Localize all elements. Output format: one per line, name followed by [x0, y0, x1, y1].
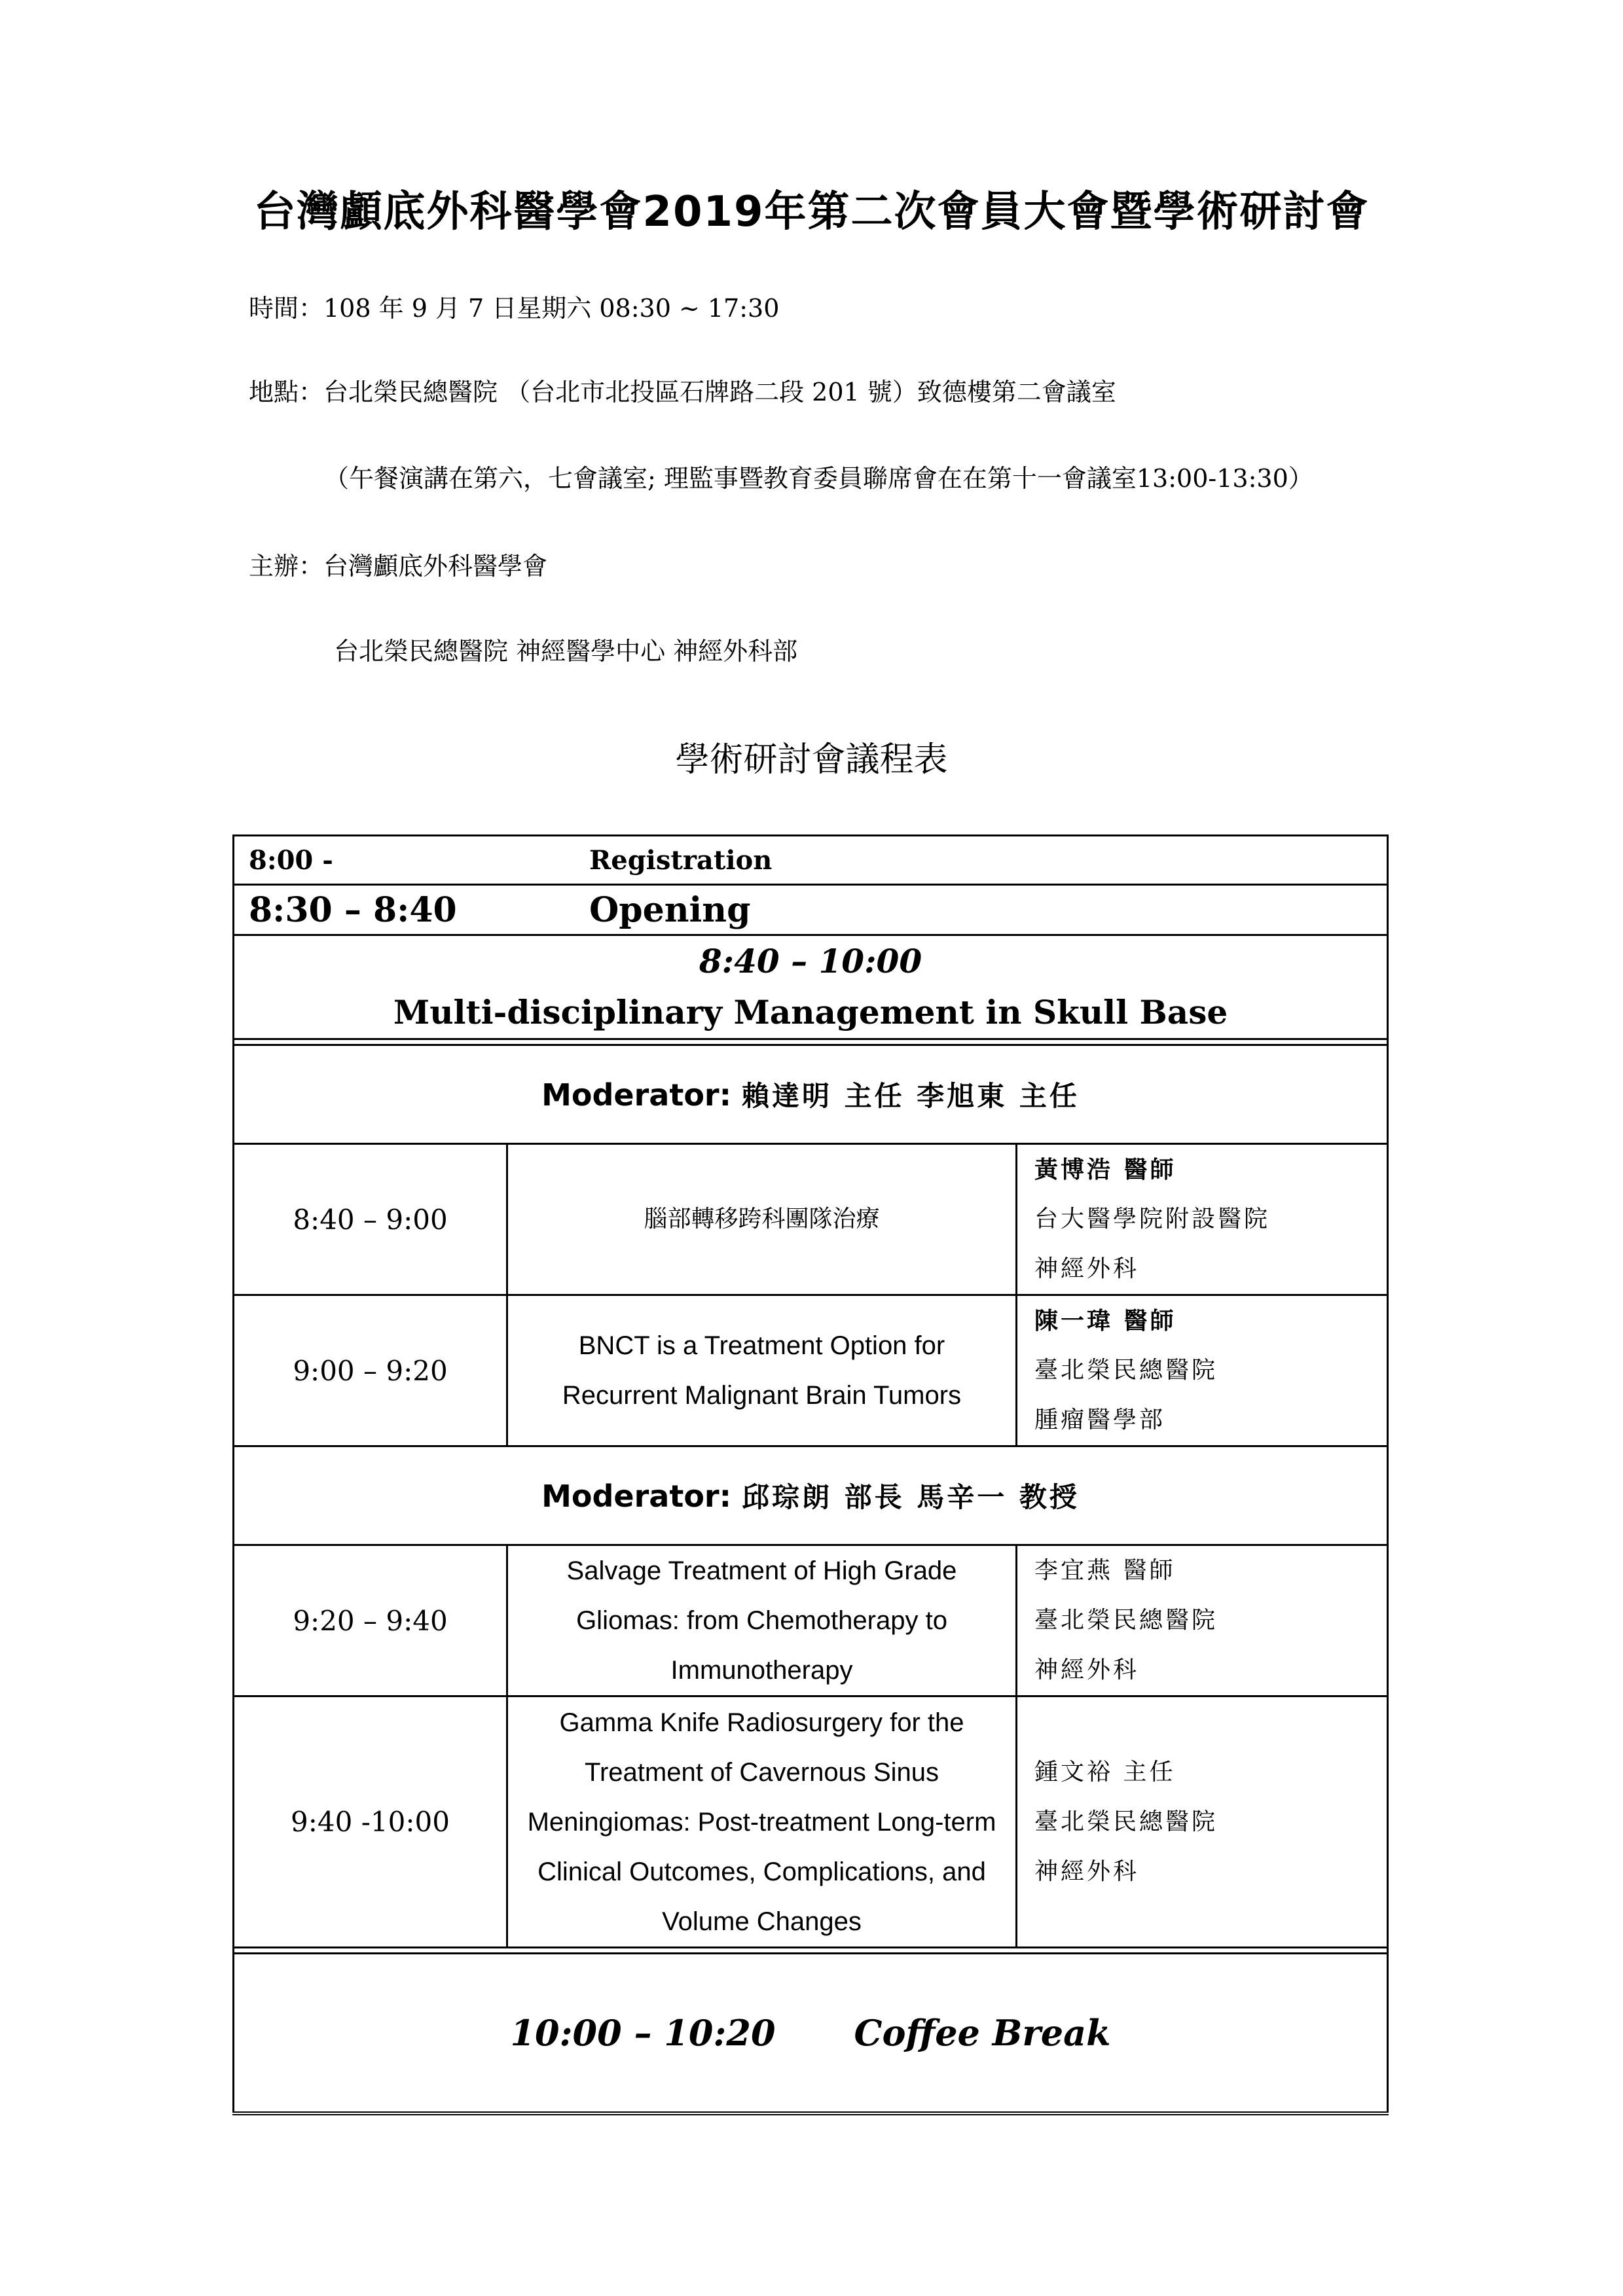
- talk-topic: Salvage Treatment of High Grade Gliomas: from Chemotherapy to Immunotherapy: [507, 1545, 1017, 1696]
- talk-topic: BNCT is a Treatment Option for Recurrent Malignant Brain Tumors: [507, 1295, 1017, 1446]
- talk-speaker-cell: [1017, 1295, 1388, 1446]
- talk-speaker-cell: [1017, 1545, 1388, 1696]
- host-line: 主辦：台灣顱底外科醫學會: [249, 552, 548, 581]
- document-title: 台灣顱底外科醫學會2019年第二次會員大會暨學術研討會: [253, 188, 1370, 236]
- registration-label: Registration: [589, 844, 773, 876]
- agenda-table: [232, 834, 1389, 2115]
- speaker-institution: 臺北榮民總醫院: [1034, 1607, 1218, 1634]
- session-time: 8:40 – 10:00: [699, 942, 922, 980]
- talk-topic: Gamma Knife Radiosurgery for the Treatment of Cavernous Sinus Meningiomas: Post-treatment Long-term Clinical Outcomes, Complications, and Volume Changes: [507, 1696, 1017, 1948]
- double-rule: [234, 1948, 1388, 1954]
- opening-time: 8:30 – 8:40: [249, 889, 457, 930]
- speaker-department: 腫瘤醫學部: [1034, 1407, 1166, 1433]
- opening-label: Opening: [589, 889, 751, 930]
- registration-row: [234, 836, 1388, 885]
- speaker-name: 鍾文裕 主任: [1034, 1758, 1176, 1785]
- talk-row: [234, 1545, 1388, 1696]
- moderator-names-2: 邱琮朗 部長 馬辛一 教授: [742, 1481, 1080, 1513]
- coffee-break-row: [234, 1954, 1388, 2114]
- registration-time: 8:00 -: [249, 844, 333, 876]
- coffee-time: 10:00 – 10:20: [510, 2012, 776, 2054]
- moderator-row-1: [234, 1045, 1388, 1144]
- talk-topic: 腦部轉移跨科團隊治療: [507, 1144, 1017, 1295]
- speaker-institution: 臺北榮民總醫院: [1034, 1357, 1218, 1384]
- moderator-row-2: [234, 1446, 1388, 1545]
- session-header-row: [234, 935, 1388, 1039]
- double-rule: [234, 1039, 1388, 1045]
- speaker-institution: 台大醫學院附設醫院: [1034, 1206, 1271, 1232]
- moderator-names-1: 賴達明 主任 李旭東 主任: [742, 1080, 1080, 1112]
- talk-time: 8:40 – 9:00: [234, 1144, 507, 1295]
- time-line: 時間：108 年 9 月 7 日星期六 08:30 ~ 17:30: [249, 294, 780, 323]
- place-line: 地點：台北榮民總醫院 （台北市北投區石牌路二段 201 號）致德樓第二會議室: [249, 378, 1116, 406]
- session-title: Multi-disciplinary Management in Skull Base: [393, 993, 1228, 1031]
- talk-time: 9:00 – 9:20: [234, 1295, 507, 1446]
- talk-row: [234, 1144, 1388, 1295]
- speaker-name: 李宜燕 醫師: [1034, 1557, 1176, 1584]
- speaker-name: 陳一瑋 醫師: [1034, 1307, 1176, 1335]
- talk-row: [234, 1696, 1388, 1948]
- moderator-label-2: Moderator:: [541, 1479, 732, 1514]
- talk-time: 9:40 -10:00: [234, 1696, 507, 1948]
- opening-row: [234, 885, 1388, 935]
- cohost-line: 台北榮民總醫院 神經醫學中心 神經外科部: [334, 637, 798, 666]
- speaker-name: 黃博浩 醫師: [1034, 1156, 1176, 1183]
- speaker-department: 神經外科: [1034, 1255, 1140, 1282]
- speaker-institution: 臺北榮民總醫院: [1034, 1808, 1218, 1835]
- note-line: （午餐演講在第六，七會議室; 理監事暨教育委員聯席會在在第十一會議室13:00-13:30）: [324, 464, 1313, 493]
- coffee-label: Coffee Break: [854, 2012, 1111, 2054]
- moderator-label-1: Moderator:: [541, 1077, 732, 1113]
- agenda-title: 學術研討會議程表: [675, 740, 948, 780]
- talk-time: 9:20 – 9:40: [234, 1545, 507, 1696]
- talk-speaker-cell: [1017, 1696, 1388, 1948]
- speaker-department: 神經外科: [1034, 1657, 1140, 1683]
- talk-row: [234, 1295, 1388, 1446]
- talk-speaker-cell: [1017, 1144, 1388, 1295]
- speaker-department: 神經外科: [1034, 1857, 1140, 1885]
